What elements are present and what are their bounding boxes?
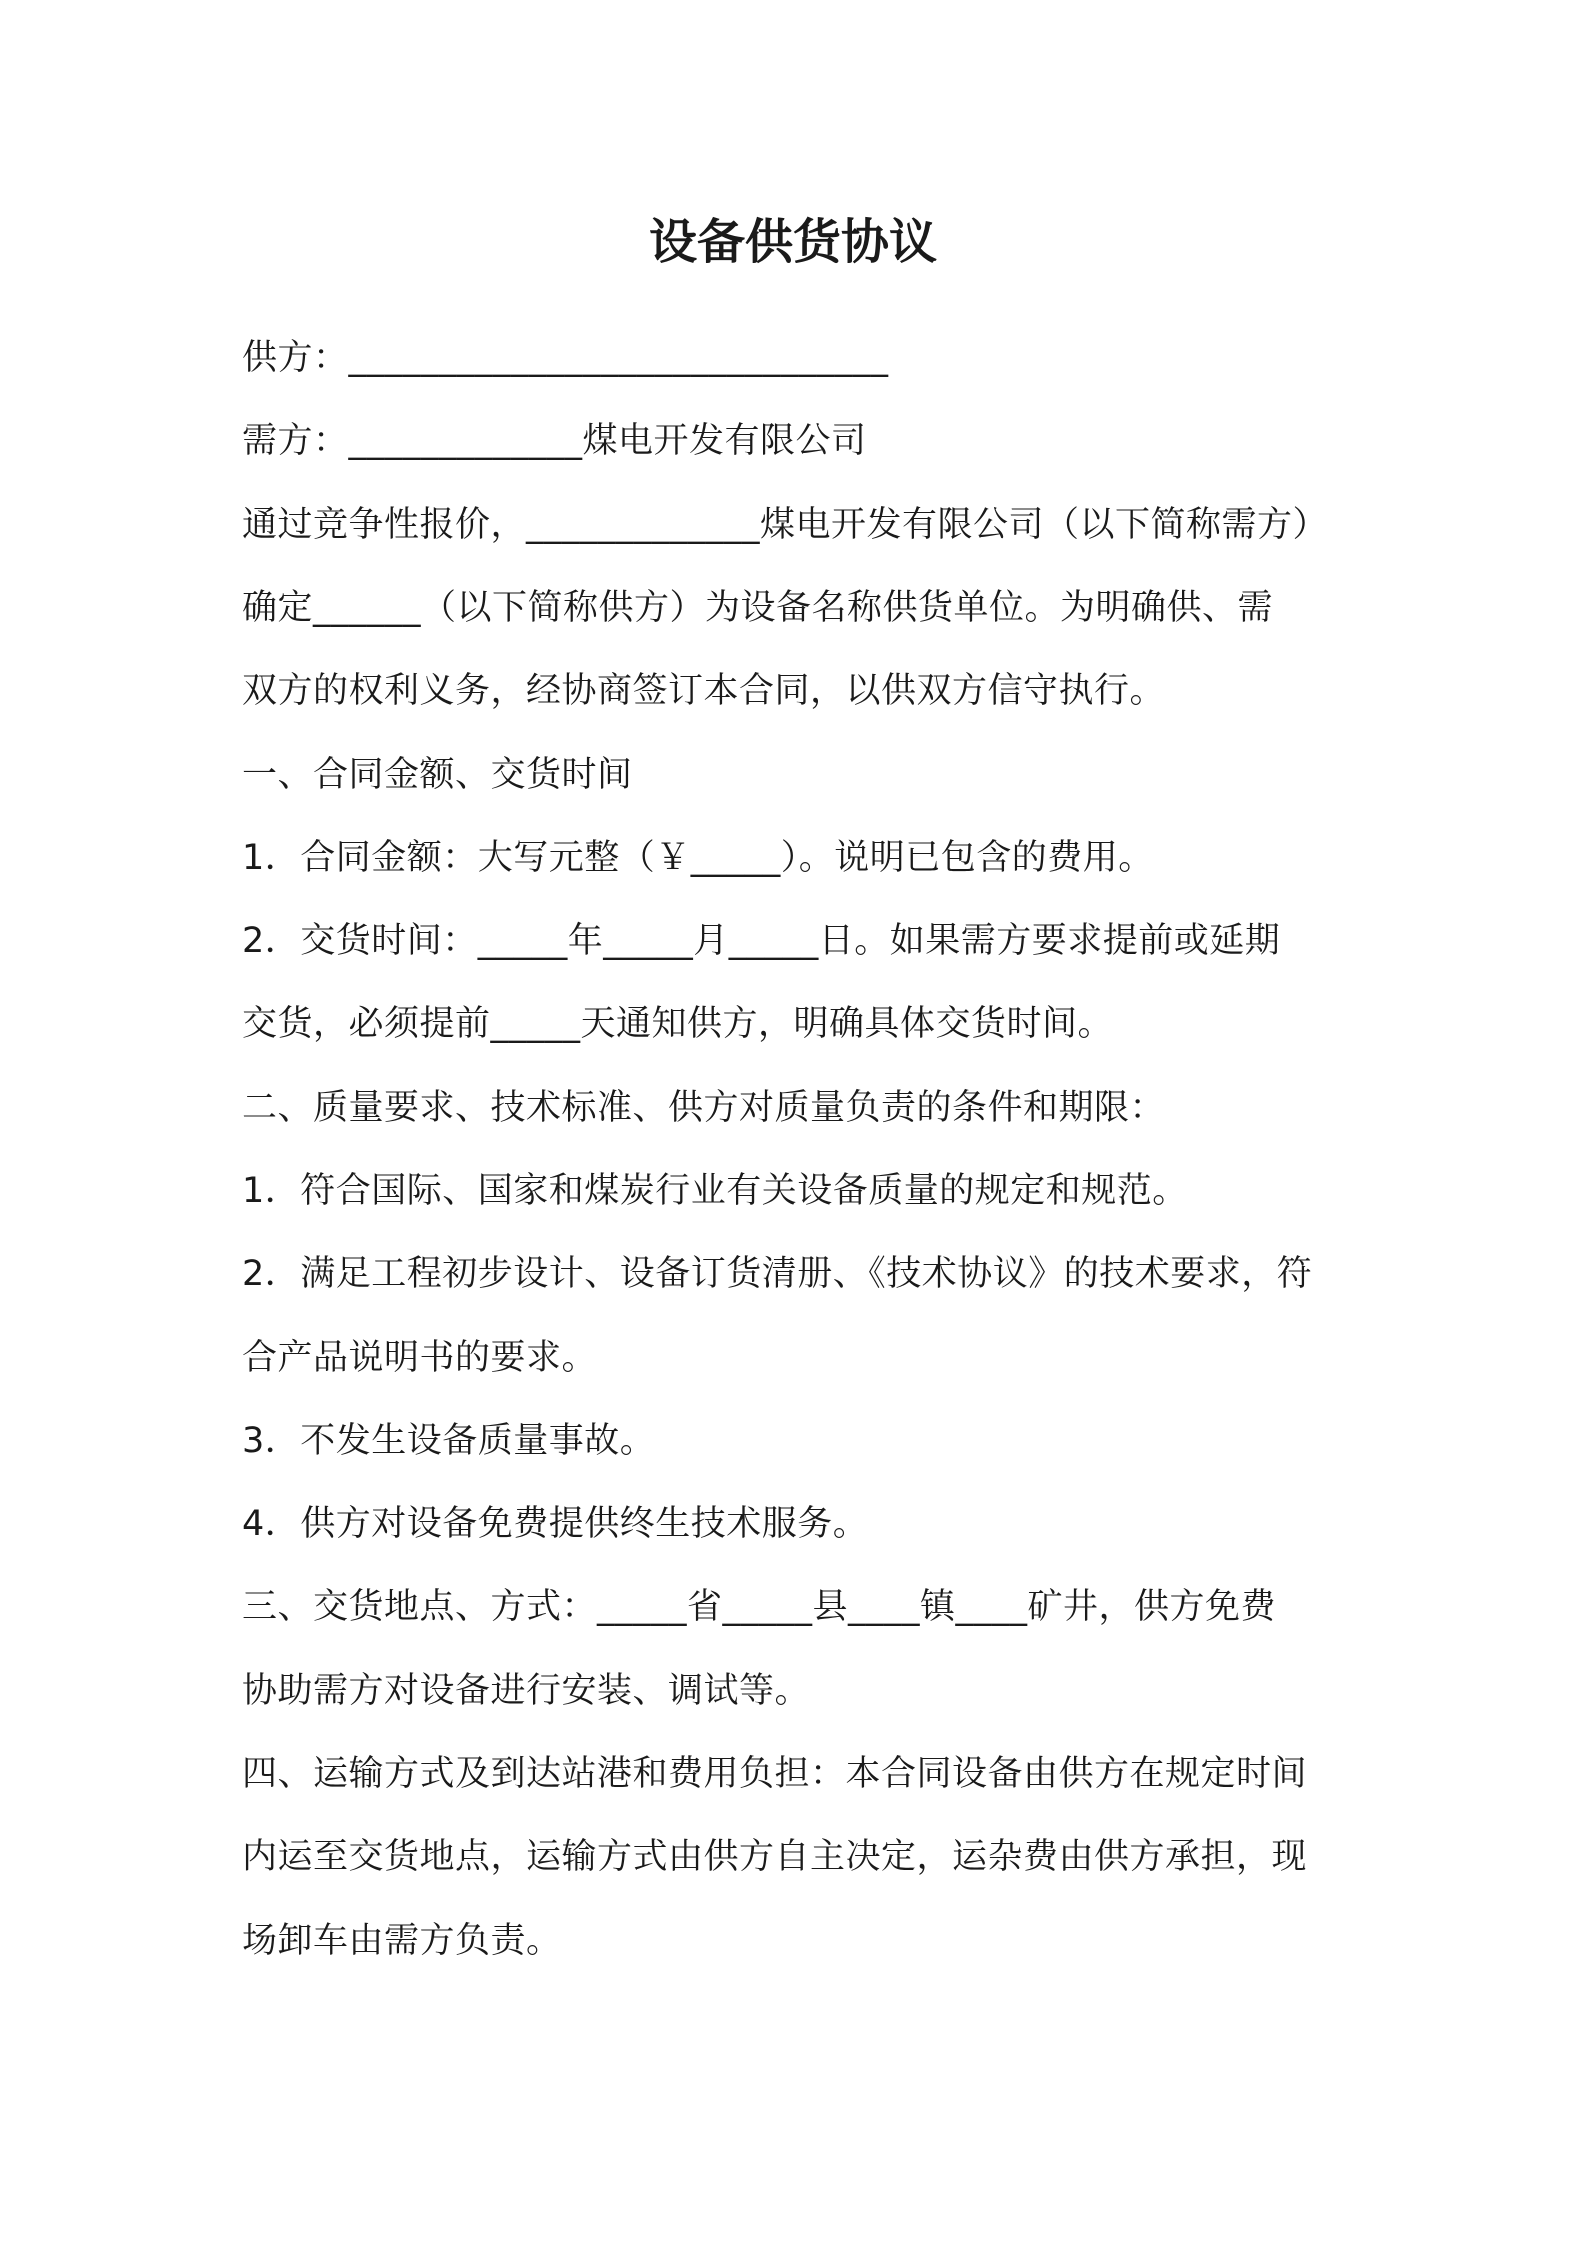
clause-line: 交货，必须提前_____天通知供方，明确具体交货时间。: [242, 1004, 1114, 1044]
supplier-line: 供方：______________________________: [242, 338, 889, 378]
paragraph-line: 通过竞争性报价，_____________煤电开发有限公司（以下简称需方）: [242, 505, 1329, 545]
section-heading: 二、质量要求、技术标准、供方对质量负责的条件和期限：: [242, 1088, 1166, 1128]
buyer-line: 需方：_____________煤电开发有限公司: [242, 421, 867, 461]
clause-line: 2．交货时间：_____年_____月_____日。如果需方要求提前或延期: [242, 921, 1281, 961]
paragraph-line: 双方的权利义务，经协商签订本合同，以供双方信守执行。: [242, 671, 1166, 711]
section-heading: 三、交货地点、方式：_____省_____县____镇____矿井，供方免费: [242, 1587, 1277, 1627]
clause-line: 内运至交货地点，运输方式由供方自主决定，运杂费由供方承担，现: [242, 1837, 1308, 1877]
document-title: 设备供货协议: [648, 214, 937, 270]
clause-line: 协助需方对设备进行安装、调试等。: [242, 1671, 811, 1711]
clause-line: 2．满足工程初步设计、设备订货清册、《技术协议》的技术要求，符: [242, 1254, 1313, 1294]
clause-line: 3．不发生设备质量事故。: [242, 1421, 656, 1461]
clause-line: 合产品说明书的要求。: [242, 1338, 598, 1378]
clause-line: 1．符合国际、国家和煤炭行业有关设备质量的规定和规范。: [242, 1171, 1188, 1211]
clause-line: 1．合同金额：大写元整（￥_____）。说明已包含的费用。: [242, 838, 1154, 878]
clause-line: 4．供方对设备免费提供终生技术服务。: [242, 1504, 869, 1544]
clause-line: 场卸车由需方负责。: [242, 1921, 562, 1961]
section-heading: 一、合同金额、交货时间: [242, 755, 633, 795]
section-heading: 四、运输方式及到达站港和费用负担：本合同设备由供方在规定时间: [242, 1754, 1308, 1794]
paragraph-line: 确定______（以下简称供方）为设备名称供货单位。为明确供、需: [242, 588, 1274, 628]
